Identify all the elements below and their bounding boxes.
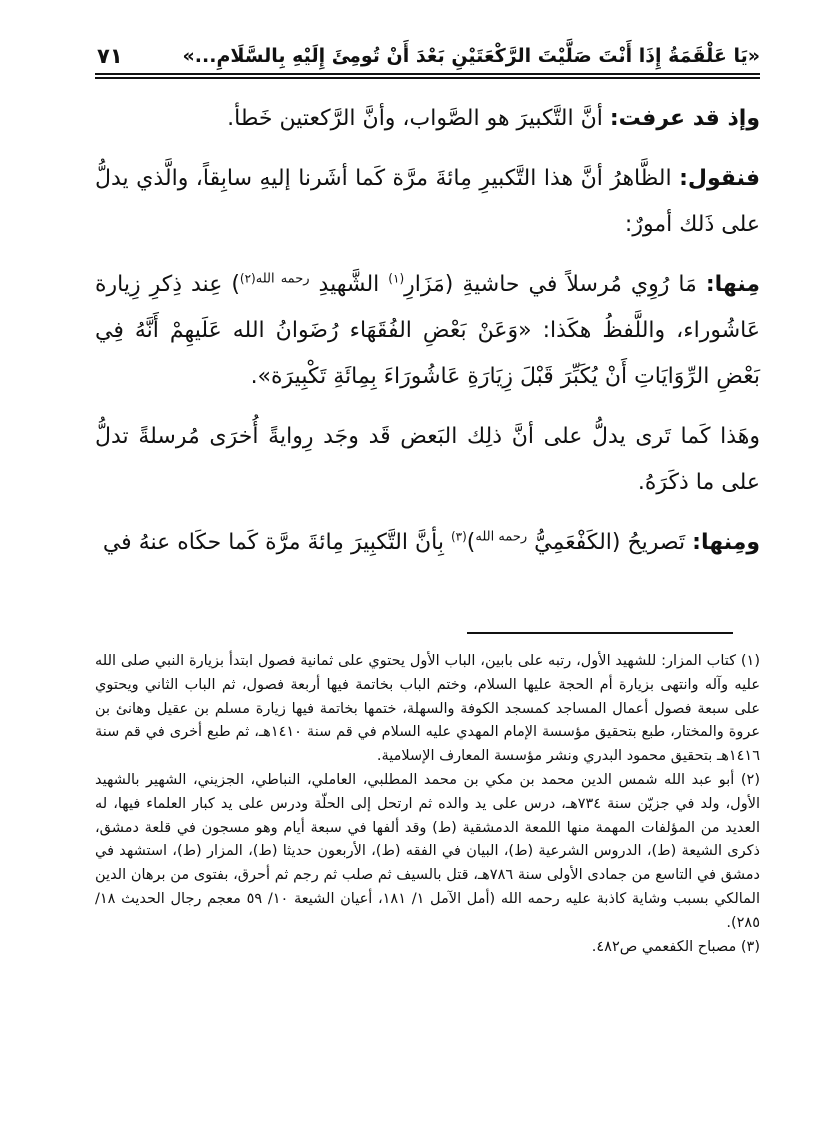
footnote-1 bbox=[95, 650, 760, 769]
footnote-3 bbox=[95, 936, 760, 960]
paragraph-text: ) bbox=[466, 530, 476, 555]
honorific-glyph: رحمه الله bbox=[475, 529, 528, 545]
paragraph-text: ) عِند ذِكرِ زِيارة عَاشُوراء، واللَّفظُ هكَذا: «وَعَنْ بَعْضِ الفُقَهَاء رُضَوانُ الله عَلَيهِمْ أَنَّهُ فِي بَعْضِ الرِّوَايَاتِ أَنْ يُكَبِّرَ قَبْلَ زِيَارَةِ عَاشُورَاءَ بِمِائَةِ تَكْبِيرَة». bbox=[95, 272, 760, 389]
paragraph-lead: ومِنها: bbox=[692, 530, 760, 555]
paragraph-text: بِأنَّ التَّكبِيرَ مِائةَ مرَّة كَما حكَاه عنهُ في bbox=[102, 530, 451, 555]
paragraph-3 bbox=[95, 262, 760, 400]
paragraph-text: تَصريحُ (الكَفْعَمِيُّ bbox=[527, 530, 693, 555]
footnote-marker: (٢) bbox=[740, 771, 761, 788]
footnote-marker: (٣) bbox=[740, 938, 760, 955]
footnotes bbox=[95, 650, 760, 959]
paragraph-text: أنَّ التَّكبيرَ هو الصَّواب، وأنَّ الرَّكعتين خَطأ. bbox=[227, 106, 610, 131]
paragraph-2 bbox=[95, 156, 760, 248]
page-number: ٧١ bbox=[97, 44, 123, 68]
footnote-ref-3[interactable]: (٣) bbox=[450, 529, 467, 544]
paragraph-4 bbox=[95, 414, 760, 506]
header-rule-bottom bbox=[95, 77, 760, 79]
footnote-separator bbox=[467, 632, 733, 634]
paragraph-text: مَا رُوِي مُرسلاً في حاشيةِ (مَزَارِ bbox=[404, 272, 706, 297]
running-header bbox=[95, 40, 760, 74]
honorific-glyph: رحمه الله bbox=[255, 271, 310, 287]
footnote-text: أبو عبد الله شمس الدين محمد بن مكي بن محمد المطلبي، العاملي، النباطي، الجزيني، الشهير بالشهيد الأول، ولد في جزيّن سنة ٧٣٤هـ، درس على يد والده ثم ارتحل إلى الحلّة ودرس على يد كبار العلماء فيها، له العديد من المؤلفات المهمة منها اللمعة الدمشقية (ط) وقد ألفها في سبعة أيام وهو مسجون في قلعة دمشق، ذكرى الشيعة (ط)، الدروس الشرعية (ط)، البيان في الفقه (ط)، الأربعون حديثا (ط)، المزار (ط)، استشهد في دمشق في التاسع من جمادى الأولى سنة ٧٨٦هـ، قتل بالسيف ثم صلب ثم رجم ثم أحرق، بفتوى من برهان الدين المالكي بسبب وشاية كاذبة عليه رحمه الله (أمل الآمل ١/ ١٨١، أعيان الشيعة ١٠/ ٥٩ معجم رجال الحديث ١٨/ ٢٨٥). bbox=[95, 771, 760, 931]
paragraph-text: وهَذا كَما تَرى يدلُّ على أنَّ ذلِك البَعض قَد وجَد رِوايةً أُخرَى مُرسلةً تدلُّ على ما ذكَرَهُ. bbox=[95, 424, 760, 495]
paragraph-1 bbox=[95, 96, 760, 142]
paragraph-5 bbox=[95, 520, 760, 566]
paragraph-text: الشَّهيدِ bbox=[309, 272, 389, 297]
footnote-ref-2[interactable]: (٢) bbox=[239, 271, 256, 286]
running-title: «يَا عَلْقَمَةُ إِذَا أَنْتَ صَلَّيْتَ الرَّكْعَتَيْنِ بَعْدَ أَنْ تُومِئَ إِلَيْهِ بِالسَّلَامِ...» bbox=[182, 45, 760, 67]
paragraph-lead: مِنها: bbox=[705, 272, 760, 297]
footnote-text: مصباح الكفعمي ص٤٨٢. bbox=[591, 938, 737, 955]
paragraph-text: الظَّاهرُ أنَّ هذا التَّكبيرِ مِائةَ مرَّة كَما أشَرنا إليهِ سابِقاً، والَّذي يدلُّ على ذَلك أمورٌ: bbox=[95, 166, 760, 237]
paragraph-lead: وإذ قد عرفت: bbox=[609, 106, 760, 131]
footnote-2 bbox=[95, 769, 760, 936]
main-text bbox=[95, 96, 760, 566]
footnote-marker: (١) bbox=[740, 653, 760, 669]
footnote-ref-1[interactable]: (١) bbox=[388, 271, 405, 286]
footnote-text: كتاب المزار: للشهيد الأول، رتبه على بابين، الباب الأول يحتوي على ثمانية فصول ابتدأ بزيارة النبي صلى الله عليه وآله وانتهى بزيارة أم الحجة عليها السلام، وختم الباب بخاتمة فيها أربعة فصول، ثم الباب الثاني ويحتوي على سبعة فصول أعمال المساجد كمسجد الكوفة والسهلة، ختمها بخاتمة فيها زيارة مسلم بن عقيل وهانئ بن عروة والمختار، طبع بتحقيق مؤسسة الإمام المهدي عليه السلام في قم سنة ١٤١٠هـ، ثم طبع أخرى في قم سنة ١٤١٦هـ بتحقيق محمود البدري ونشر مؤسسة المعارف الإسلامية. bbox=[95, 653, 760, 765]
header-rule-top bbox=[95, 73, 760, 75]
paragraph-lead: فنقول: bbox=[679, 166, 760, 191]
